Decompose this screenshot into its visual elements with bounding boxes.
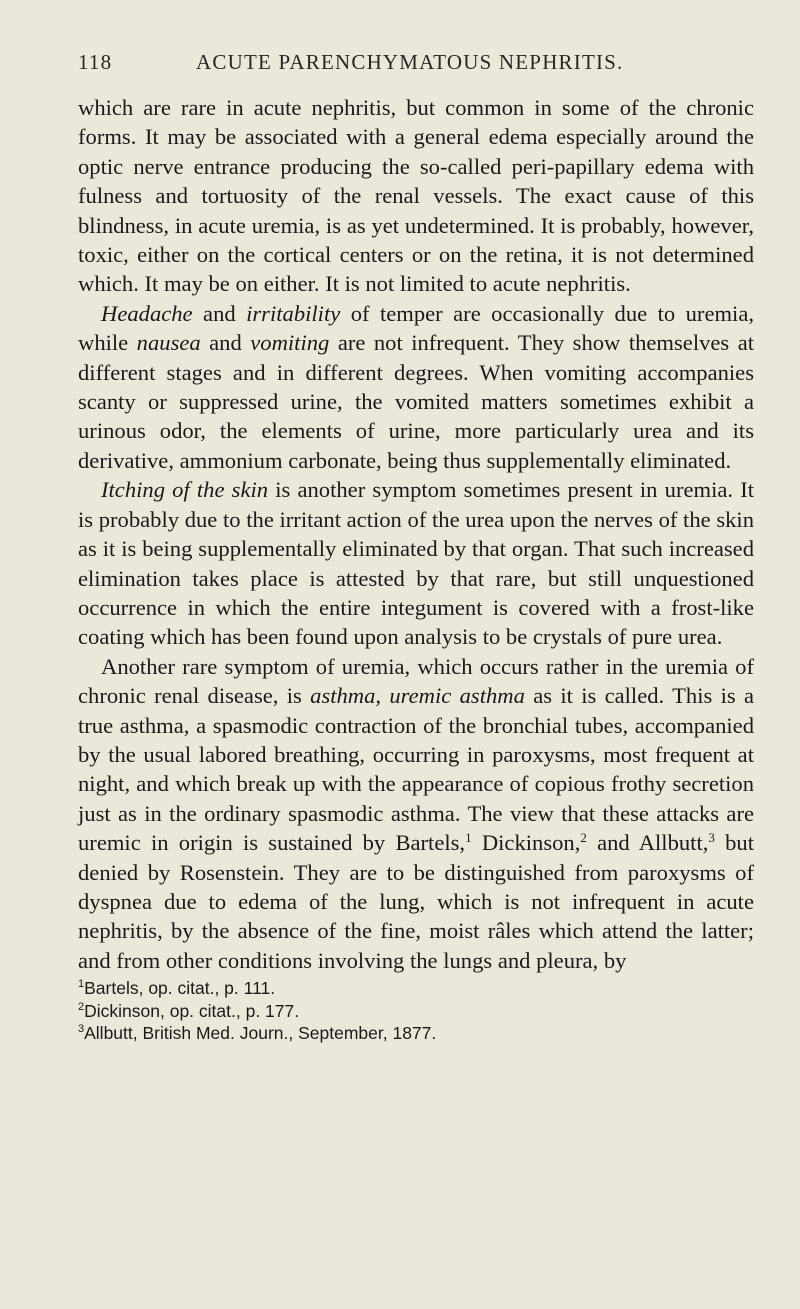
paragraph-text: Dickinson, <box>471 830 581 856</box>
book-page <box>78 50 754 1045</box>
term-itching-of-the-skin: Itching of the skin <box>101 477 269 503</box>
paragraph-text: but denied by Rosenstein. They are to be distinguished from paroxysms of dyspnea due to edema of the lung, which is not infrequent in acute nephritis, by the absence of the fine, moist râles which attend the latter; and from other conditions involving the lungs and pleura, by <box>78 830 754 973</box>
page-number: 118 <box>78 50 113 74</box>
footnote-ref-3: 3 <box>708 830 715 846</box>
paragraph-text: as it is called. This is a true asthma, a spasmodic contraction of the bronchial tubes, accompanied by the usual labored breathing, occurring in paroxysms, most frequent at night, and which break up with the appearance of copious frothy secretion just as in the ordinary spasmodic asthma. The view that these attacks are uremic in origin is sustained by Bartels, <box>78 683 754 856</box>
paragraph-blindness-continued <box>78 93 754 299</box>
footnote-ref-2: 2 <box>580 830 587 846</box>
footnote <box>78 977 754 1000</box>
footnote <box>78 1022 754 1045</box>
term-vomiting: vomiting <box>250 330 330 356</box>
paragraph-itching <box>78 475 754 651</box>
footnote-mark: 3 <box>78 1023 85 1036</box>
term-headache: Headache <box>101 300 193 326</box>
running-title: ACUTE PARENCHYMATOUS NEPHRITIS. <box>196 50 624 74</box>
term-nausea: nausea <box>136 330 201 356</box>
footnote-text: Dickinson, op. citat., p. 177. <box>84 1000 300 1021</box>
running-head <box>78 50 754 78</box>
paragraph-text: which are rare in acute nephritis, but common in some of the chronic forms. It may be associated with a general edema especially around the optic nerve entrance producing the so-called peri-papillary edema with fulness and tortuosity of the renal vessels. The exact cause of this blindness, in acute uremia, is as yet undetermined. It is probably, however, toxic, either on the cortical centers or on the retina, it is not determined which. It may be on either. It is not limited to acute nephritis. <box>78 95 754 297</box>
term-irritability: irritability <box>246 300 341 326</box>
paragraph-text: and Allbutt, <box>586 830 709 856</box>
paragraph-text: Another rare symptom of uremia, which occurs rather in the uremia of chronic renal disease, is <box>78 653 754 709</box>
footnote-ref-1: 1 <box>465 830 472 846</box>
footnote-text: Bartels, op. citat., p. 111. <box>84 978 276 999</box>
footnote <box>78 1000 754 1023</box>
footnote-mark: 1 <box>78 978 85 991</box>
paragraph-text: is another symptom sometimes present in uremia. It is probably due to the irritant action of the urea upon the nerves of the skin as it is being supplementally eliminated by that organ. That such increased elimination takes place is attested by that rare, but still unquestioned occurrence in which the entire integument is covered with a frost-like coating which has been found upon analysis to be crystals of pure urea. <box>78 477 754 650</box>
paragraph-headache <box>78 299 754 475</box>
paragraph-text: are not infrequent. They show themselves at different stages and in different degrees. When vomiting accompanies scanty or suppressed urine, the vomited matters sometimes exhibit a urinous odor, the elements of urine, more particularly urea and its derivative, ammonium carbonate, being thus supplementally eliminated. <box>78 330 754 473</box>
paragraph-text: and <box>192 300 247 326</box>
footnotes <box>78 977 754 1045</box>
body-text <box>78 93 754 975</box>
term-uremic-asthma: asthma, uremic asthma <box>310 683 525 709</box>
paragraph-text: of temper are occasionally due to uremia, while <box>78 300 754 356</box>
paragraph-asthma <box>78 652 754 975</box>
footnote-text: Allbutt, British Med. Journ., September, 1877. <box>84 1023 437 1044</box>
paragraph-text: and <box>200 330 251 356</box>
footnote-mark: 2 <box>78 1000 85 1013</box>
